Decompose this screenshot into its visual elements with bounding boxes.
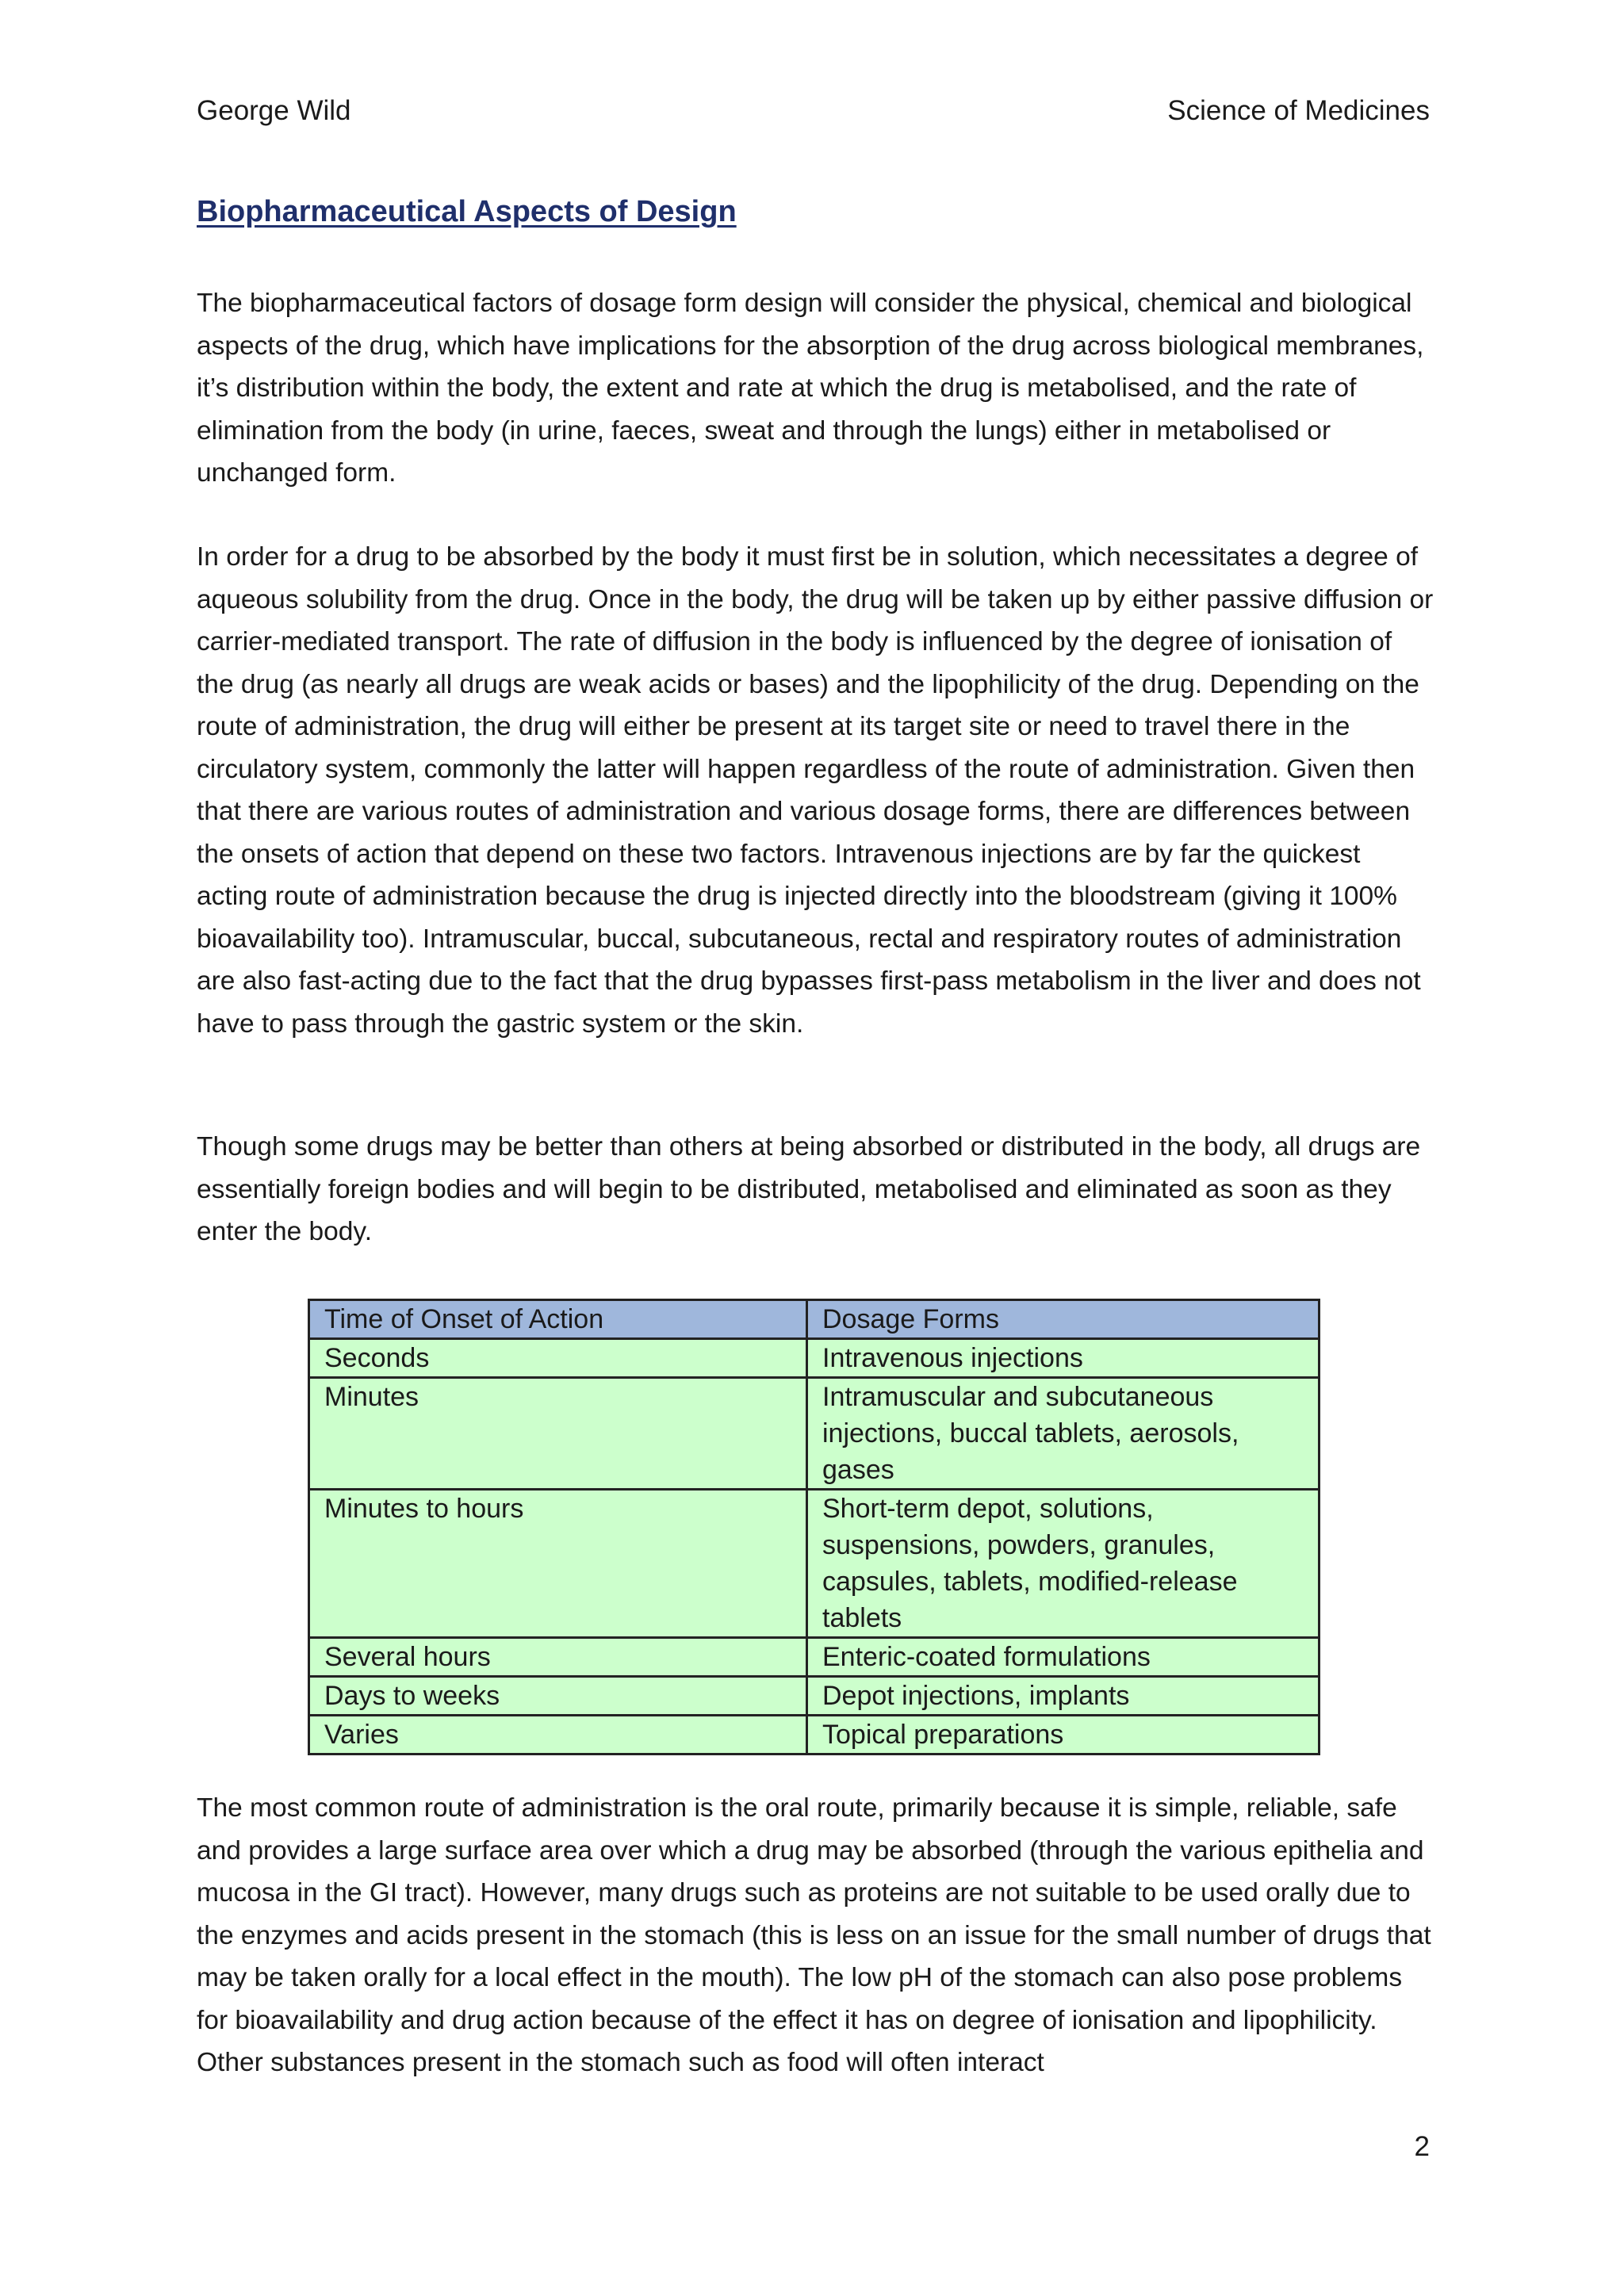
page-number: 2 (1414, 2131, 1430, 2162)
paragraph-absorption: In order for a drug to be absorbed by the body it must first be in solution, which necessitates a degree of aqueous solubility from the drug. Once in the body, the drug will be taken up by either passive diffusion or carrier-mediated transport. The rate of diffusion in the body is influenced by the degree of ionisation of the drug (as nearly all drugs are weak acids or bases) and the lipophilicity of the drug. Depending on the route of administration, the drug will either be present at its target site or need to travel there in the circulatory system, commonly the latter will happen regardless of the route of administration. Given then that there are various routes of administration and various dosage forms, there are differences between the onsets of action that depend on these two factors. Intravenous injections are by far the quickest acting route of administration because the drug is injected directly into the bloodstream (giving it 100% bioavailability too). Intramuscular, buccal, subcutaneous, rectal and respiratory routes of administration are also fast-acting due to the fact that the drug bypasses first-pass metabolism in the liver and does not have to pass through the gastric system or the skin. (197, 542, 1434, 1039)
table-header-row (309, 1300, 1320, 1339)
paragraph-biopharmaceutical-factors: The biopharmaceutical factors of dosage form design will consider the physical, chemical and biological aspects of the drug, which have implications for the absorption of the drug across biological membranes, it’s distribution within the body, the extent and rate at which the drug is metabolised, and the rate of elimination from the body (in urine, faeces, sweat and through the lungs) either in metabolised or unchanged form. (197, 289, 1424, 488)
table-header-cell: Time of Onset of Action (309, 1300, 807, 1339)
paragraph-oral-route: The most common route of administration is the oral route, primarily because it is simple, reliable, safe and provides a large surface area over which a drug may be absorbed (through the various epithelia and mucosa in the GI tract). However, many drugs such as proteins are not suitable to be used orally due to the enzymes and acids present in the stomach (this is less on an issue for the small number of drugs that may be taken orally for a local effect in the mouth). The low pH of the stomach can also pose problems for bioavailability and drug action because of the effect it has on degree of ionisation and lipophilicity. Other substances present in the stomach such as food will often interact (197, 1793, 1431, 2077)
table-header-cell: Dosage Forms (807, 1300, 1320, 1339)
table-row (309, 1716, 1320, 1755)
table-cell-dosage-form: Enteric-coated formulations (807, 1638, 1320, 1677)
table-row (309, 1638, 1320, 1677)
table-cell-dosage-form: Topical preparations (807, 1716, 1320, 1755)
table-cell-onset: Days to weeks (309, 1677, 807, 1716)
table-cell-dosage-form: Intravenous injections (807, 1339, 1320, 1378)
table-row (309, 1378, 1320, 1490)
table-cell-dosage-form: Intramuscular and subcutaneous injections, buccal tablets, aerosols, gases (807, 1378, 1320, 1490)
table-cell-onset: Minutes to hours (309, 1490, 807, 1638)
table-row (309, 1677, 1320, 1716)
table-cell-dosage-form: Short-term depot, solutions, suspensions, powders, granules, capsules, tablets, modified-release tablets (807, 1490, 1320, 1638)
table-cell-onset: Varies (309, 1716, 807, 1755)
table-row (309, 1490, 1320, 1638)
table-cell-onset: Seconds (309, 1339, 807, 1378)
header-subject: Science of Medicines (1167, 95, 1430, 126)
section-title: Biopharmaceutical Aspects of Design (197, 195, 737, 228)
paragraph-foreign-bodies: Though some drugs may be better than others at being absorbed or distributed in the body, all drugs are essentially foreign bodies and will begin to be distributed, metabolised and eliminated as soon as they enter the body. (197, 1132, 1421, 1246)
header-author: George Wild (197, 95, 351, 126)
onset-of-action-table (308, 1299, 1320, 1755)
table-cell-dosage-form: Depot injections, implants (807, 1677, 1320, 1716)
table-cell-onset: Several hours (309, 1638, 807, 1677)
table-cell-onset: Minutes (309, 1378, 807, 1490)
table-row (309, 1339, 1320, 1378)
